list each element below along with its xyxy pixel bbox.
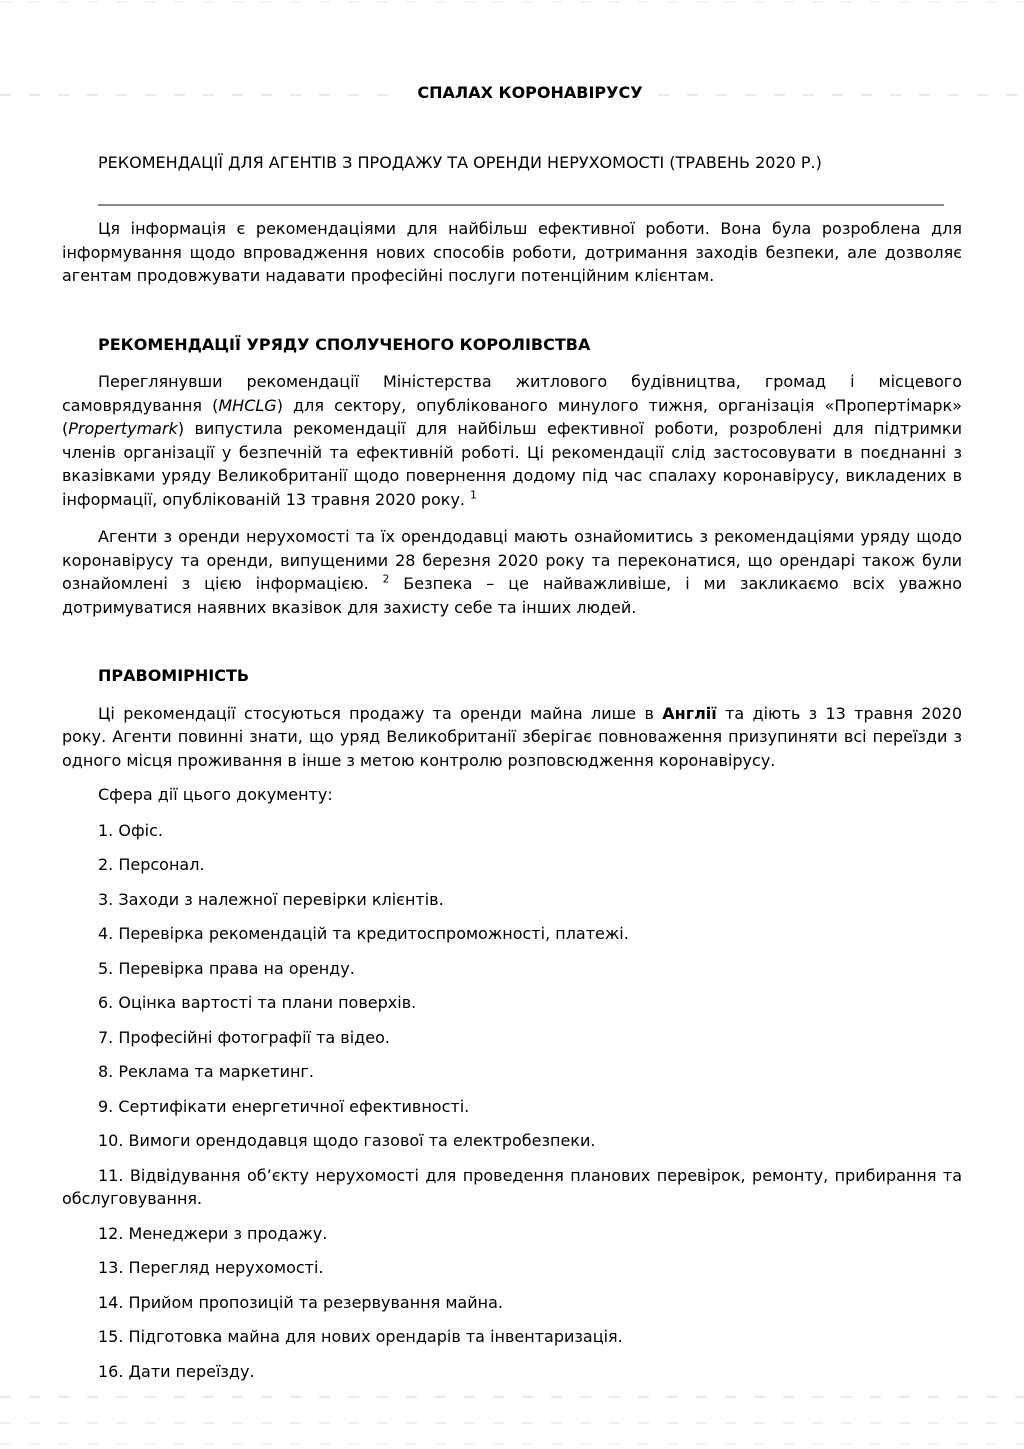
scope-item-13: 13. Перегляд нерухомості. <box>98 1258 324 1277</box>
uk-gov-paragraph-2 <box>62 525 962 619</box>
text-run: Ці рекомендації стосуються продажу та оренди майна лише в <box>98 703 663 723</box>
scope-list <box>62 819 962 1384</box>
scope-item-11: 11. Відвідування об’єкту нерухомості для проведення планових перевірок, ремонту, прибирання та обслуговування. <box>62 1165 962 1208</box>
scan-artifact-bottom-3 <box>0 1443 1024 1445</box>
scan-artifact-bottom-2 <box>0 1422 1024 1424</box>
text-run: Агенти з оренди нерухомості та їх орендодавці мають ознайомитись з рекомендаціями уряду щодо коронавірусу та оренди, випущеними 28 березня 2020 року та переконатися, що орендарі також були ознайомлені з цією інформацією. <box>62 527 962 593</box>
scope-item-10: 10. Вимоги орендодавця щодо газової та електробезпеки. <box>98 1131 596 1150</box>
emphasis-england: Англії <box>662 703 717 723</box>
scope-item-6: 6. Оцінка вартості та плани поверхів. <box>98 993 417 1012</box>
scan-artifact-top-edge <box>0 1 1024 3</box>
text-run: ) випустила рекомендації для найбільш ефективної роботи, розроблені для підтримки членів організації у безпечній та ефективній роботі. Ці рекомендації слід застосовувати в поєднанні з вказівками уряду Великобританії щодо повернення додому під час спалаху коронавірусу, викладених в інформації, опублікованій 13 травня 2020 року. <box>62 419 962 509</box>
legality-paragraph <box>62 702 962 773</box>
document-title: СПАЛАХ КОРОНАВІРУСУ <box>417 83 643 102</box>
scope-item-4: 4. Перевірка рекомендацій та кредитоспроможності, платежі. <box>98 924 629 943</box>
scope-item-2: 2. Персонал. <box>98 855 205 874</box>
footnote-ref-2: 2 <box>382 573 390 586</box>
scope-item-3: 3. Заходи з належної перевірки клієнтів. <box>98 889 444 909</box>
term-mhclg: MHCLG <box>218 395 277 415</box>
footnote-ref-1: 1 <box>470 489 477 502</box>
scan-artifact-bottom-1 <box>0 1396 1024 1398</box>
text-run: та діють з 13 травня 2020 року. Агенти повинні знати, що уряд Великобританії зберігає повноваження призупиняти всі переїзди з одного місця проживання в інше з метою контролю розповсюдження коронавірусу. <box>62 703 963 770</box>
scope-item-14: 14. Прийом пропозицій та резервування майна. <box>98 1292 503 1312</box>
horizontal-divider <box>98 204 944 206</box>
section-heading-legality: ПРАВОМІРНІСТЬ <box>98 666 250 685</box>
text-run: Переглянувши рекомендації Міністерства житлового будівництва, громад і місцевого самоврядування ( <box>62 372 962 415</box>
scope-item-12: 12. Менеджери з продажу. <box>98 1223 328 1243</box>
section-heading-uk-gov: РЕКОМЕНДАЦІЇ УРЯДУ СПОЛУЧЕНОГО КОРОЛІВСТВА <box>98 334 591 354</box>
scope-item-1: 1. Офіс. <box>98 820 163 840</box>
term-propertymark: Propertymark <box>68 419 178 438</box>
scope-item-7: 7. Професійні фотографії та відео. <box>98 1027 390 1047</box>
scope-item-8: 8. Реклама та маркетинг. <box>98 1062 314 1081</box>
scope-item-5: 5. Перевірка права на оренду. <box>98 958 355 978</box>
scope-item-15: 15. Підготовка майна для нових орендарів та інвентаризація. <box>98 1327 623 1346</box>
scope-item-16: 16. Дати переїзду. <box>98 1361 255 1381</box>
document-subtitle: РЕКОМЕНДАЦІЇ ДЛЯ АГЕНТІВ З ПРОДАЖУ ТА ОРЕНДИ НЕРУХОМОСТІ (ТРАВЕНЬ 2020 Р.) <box>98 152 822 172</box>
scope-item-9: 9. Сертифікати енергетичної ефективності. <box>98 1096 470 1116</box>
text-run: Безпека – це найважливіше, і ми закликаємо всіх уважно дотримуватися наявних вказівок для захисту себе та інших людей. <box>62 574 963 617</box>
scope-label: Сфера дії цього документу: <box>98 785 333 804</box>
uk-gov-paragraph-1 <box>62 370 962 511</box>
intro-paragraph: Ця інформація є рекомендаціями для найбільш ефективної роботи. Вона була розроблена для інформування щодо впровадження нових способів роботи, дотримання заходів безпеки, але дозволяє агентам продовжувати надавати професійні послуги потенційним клієнтам. <box>62 219 962 285</box>
text-run: ) для сектору, опублікованого минулого тижня, організація «Пропертімарк» ( <box>62 395 963 438</box>
